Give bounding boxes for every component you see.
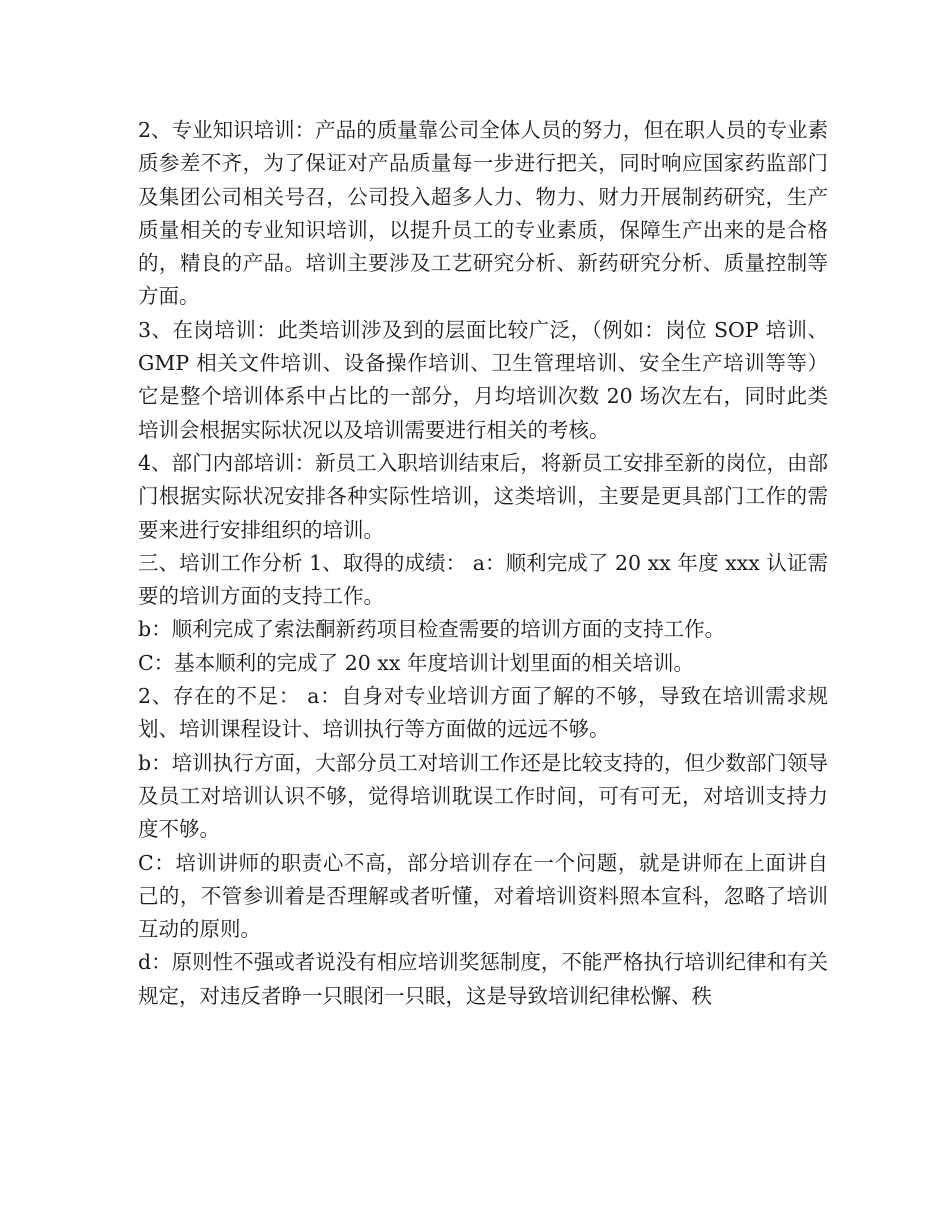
paragraph-achievement-b: b：顺利完成了索法酮新药项目检查需要的培训方面的支持工作。 bbox=[138, 617, 726, 642]
paragraph-training-analysis: 三、培训工作分析 1、取得的成绩： a：顺利完成了 20 xx 年度 xxx 认证需要的培训方面的支持工作。 bbox=[138, 550, 828, 609]
paragraph-shortcoming-d: d：原则性不强或者说没有相应培训奖惩制度，不能严格执行培训纪律和有关规定，对违反者睁一只眼闭一只眼，这是导致培训纪律松懈、秩 bbox=[138, 950, 828, 1008]
paragraph-professional-training: 2、专业知识培训：产品的质量靠公司全体人员的努力，但在职人员的专业素质参差不齐，为了保证对产品质量每一步进行把关，同时响应国家药监部门及集团公司相关号召，公司投入超多人力、物力、财力开展制药研究，生产质量相关的专业知识培训，以提升员工的专业素质，保障生产出来的是合格的，精良的产品。培训主要涉及工艺研究分析、新药研究分析、质量控制等方面。 bbox=[138, 118, 828, 309]
paragraph-department-training: 4、部门内部培训：新员工入职培训结束后，将新员工安排至新的岗位，由部门根据实际状况安排各种实际性培训，这类培训，主要是更具部门工作的需要来进行安排组织的培训。 bbox=[138, 450, 828, 542]
paragraph-shortcoming-c: C：培训讲师的职责心不高，部分培训存在一个问题，就是讲师在上面讲自己的，不管参训着是否理解或者听懂，对着培训资料照本宣科，忽略了培训互动的原则。 bbox=[138, 850, 828, 942]
paragraph-achievement-c: C：基本顺利的完成了 20 xx 年度培训计划里面的相关培训。 bbox=[138, 650, 694, 675]
document-body bbox=[138, 114, 828, 1013]
paragraph-shortcoming-b: b：培训执行方面，大部分员工对培训工作还是比较支持的，但少数部门领导及员工对培训认识不够，觉得培训耽误工作时间，可有可无，对培训支持力度不够。 bbox=[138, 750, 828, 842]
paragraph-on-the-job-training: 3、在岗培训：此类培训涉及到的层面比较广泛，（例如：岗位 SOP 培训、GMP 相关文件培训、设备操作培训、卫生管理培训、安全生产培训等等）它是整个培训体系中占比的一部分，月均培训次数 20 场次左右，同时此类培训会根据实际状况以及培训需要进行相关的考核。 bbox=[138, 317, 828, 442]
paragraph-shortcomings: 2、存在的不足： a：自身对专业培训方面了解的不够，导致在培训需求规划、培训课程设计、培训执行等方面做的远远不够。 bbox=[138, 684, 828, 742]
